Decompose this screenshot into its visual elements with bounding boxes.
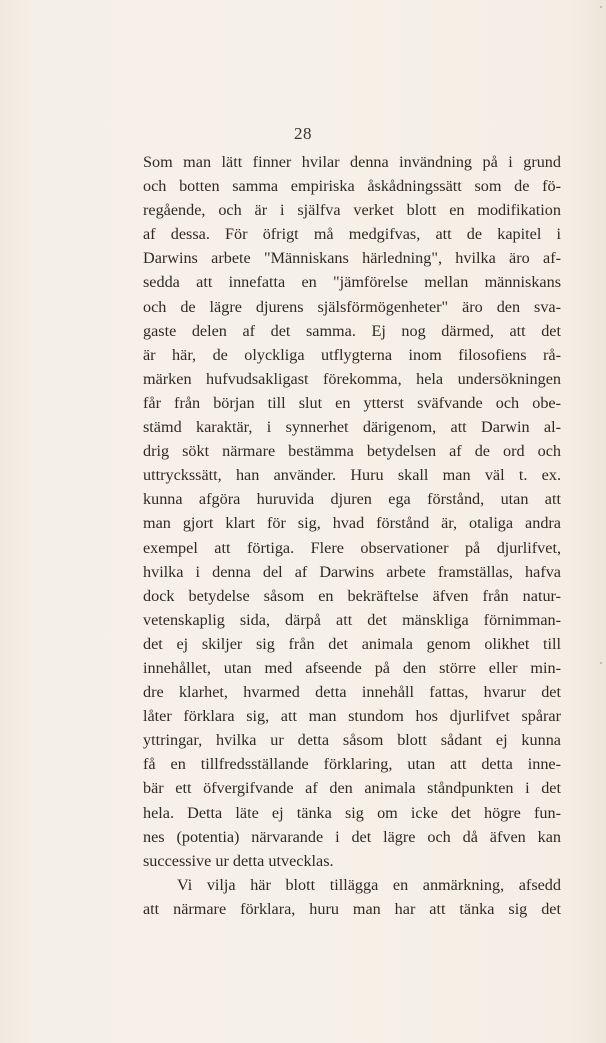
text-line: exempel att förtiga. Flere observationer på djurlifvet, (143, 538, 561, 557)
text-line: Som man lätt finner hvilar denna invändning på i grund (143, 153, 561, 171)
text-line: nes (potentia) närvarande i det lägre och då äfven kan (143, 827, 561, 846)
text-line: sedda att innefatta en "jämförelse mellan människans (143, 273, 561, 292)
text-line: hvilka i denna del af Darwins arbete framställas, hafva (143, 562, 561, 581)
text-line: uttryckssätt, han använder. Huru skall man väl t. ex. (143, 466, 561, 485)
text-line: yttringar, hvilka ur detta såsom blott sådant ej kunna (143, 731, 561, 750)
text-line: successive ur detta utvecklas. (143, 851, 334, 870)
text-line: och de lägre djurens själsförmögenheter" äro den sva- (143, 297, 561, 316)
text-line: och botten samma empiriska åskådningssätt som de fö- (143, 177, 561, 196)
page-speck (600, 662, 602, 664)
text-line: man gjort klart för sig, hvad förstånd är, otaliga andra (143, 514, 561, 533)
text-line: dock betydelse såsom en bekräftelse äfven från natur- (143, 586, 561, 605)
page-number: 28 (294, 124, 312, 143)
text-line: märken hufvudsakligast förekomma, hela undersökningen (143, 369, 561, 388)
text-line: stämd karaktär, i synnerhet därigenom, att Darwin al- (143, 418, 561, 437)
text-line: innehållet, utan med afseende på den större eller min- (143, 658, 561, 677)
text-line: dre klarhet, hvarmed detta innehåll fattas, hvarur det (143, 683, 561, 702)
text-line: Vi vilja här blott tillägga en anmärkning, afsedd (177, 875, 561, 894)
text-line: låter förklara sig, att man stundom hos djurlifvet spårar (143, 707, 561, 726)
text-line: att närmare förklara, huru man har att tänka sig det (143, 899, 561, 918)
text-line: gaste delen af det samma. Ej nog därmed, att det (143, 321, 561, 340)
text-line: vetenskaplig sida, därpå att det mänskliga förnimman- (143, 610, 561, 629)
text-line: är här, de olyckliga utflygterna inom filosofiens rå- (143, 345, 561, 364)
text-line: hela. Detta läte ej tänka sig om icke det högre fun- (143, 803, 561, 822)
text-line: det ej skiljer sig från det animala genom olikhet till (143, 634, 561, 653)
text-line: får från början till slut en ytterst sväfvande och obe- (143, 393, 561, 412)
text-line: Darwins arbete "Människans härledning", hvilka äro af- (143, 249, 561, 268)
text-line: kunna afgöra huruvida djuren ega förstånd, utan att (143, 490, 561, 509)
text-line: bär ett öfvergifvande af den animala ståndpunkten i det (143, 779, 561, 798)
text-line: af dessa. För öfrigt må medgifvas, att de kapitel i (143, 225, 561, 244)
text-line: regående, och är i själfva verket blott en modifikation (143, 201, 561, 220)
text-line: drig sökt närmare bestämma betydelsen af de ord och (143, 442, 561, 461)
text-line: få en tillfredsställande förklaring, utan att detta inne- (143, 755, 561, 774)
page-speck (600, 6, 602, 8)
body-text (143, 150, 561, 921)
